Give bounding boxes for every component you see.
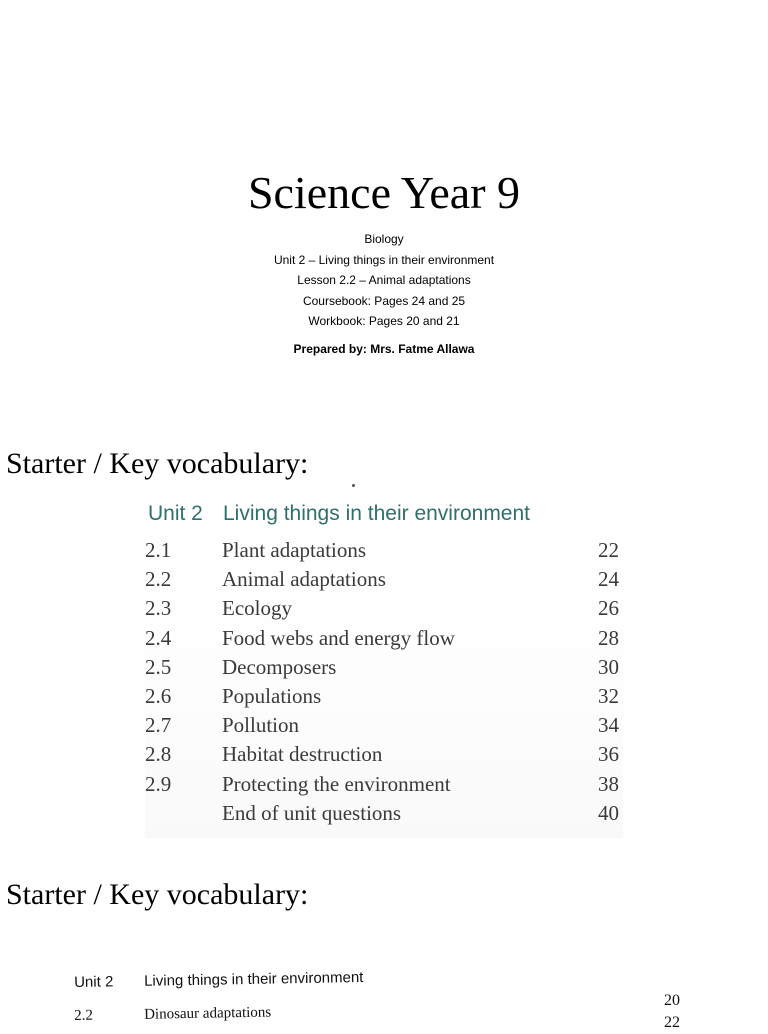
lesson-topic: Populations [222,684,322,708]
page-number: 30 [598,654,619,679]
lesson-number: 2.3 [145,596,172,621]
contents-row [145,682,619,711]
lesson-number: 2.4 [145,625,172,650]
contents-unit-header [148,502,530,526]
lesson-number: 2.8 [145,742,172,767]
page-number: 20 [664,992,680,1009]
lesson-topic: Decomposers [222,654,337,679]
contents-unit-header [74,969,364,991]
contents-row [145,594,619,623]
unit-title: Living things in their environment [223,502,531,525]
lesson-info [0,229,768,332]
prepared-by: Prepared by: Mrs. Fatme Allawa [293,342,475,356]
contents-row [145,770,619,799]
section-heading-starter-1: Starter / Key vocabulary: [6,447,309,480]
lesson-number: 2.6 [145,684,172,708]
unit-label: Unit 2 [74,973,114,991]
page-number: 36 [598,742,619,767]
contents-row [145,740,619,769]
page-number: 26 [598,596,619,621]
page-number: 22 [664,1014,680,1031]
page-number: 22 [598,538,619,562]
page-number: 24 [598,567,619,592]
lesson-topic: Pollution [222,713,300,738]
lesson-number: 2.7 [145,713,172,738]
page-number: 38 [598,771,619,796]
page-title: Science Year 9 [247,167,521,218]
lesson-topic: Habitat destruction [222,742,383,767]
contents-row [74,1005,271,1025]
lesson-number: 2.2 [145,567,172,592]
lesson-topic: Dinosaur adaptations [143,1004,272,1023]
contents-image-1 [145,488,623,838]
contents-row [145,624,619,653]
lesson-topic: Ecology [222,596,292,621]
page-numbers [664,990,680,1034]
coursebook-line: Coursebook: Pages 24 and 25 [302,293,466,308]
contents-row [145,799,619,828]
contents-row [145,653,619,682]
unit-title: Living things in their environment [143,968,364,990]
contents-image-2 [74,968,714,1032]
page-number: 32 [598,684,619,708]
lesson-topic: End of unit questions [222,800,402,825]
contents-row [145,711,619,740]
lesson-number: 2.9 [145,771,172,796]
lesson-number: 2.5 [145,654,172,679]
page-number: 40 [598,800,619,825]
lesson-number: 2.2 [74,1007,94,1024]
lesson-line: Lesson 2.2 – Animal adaptations [297,273,471,287]
page-number: 28 [598,625,619,650]
subject-line: Biology [364,232,404,246]
lesson-topic: Plant adaptations [222,538,367,562]
lesson-topic: Protecting the environment [222,771,451,796]
unit-line: Unit 2 – Living things in their environment [273,252,495,267]
contents-row [145,565,619,594]
contents-row [145,536,619,565]
lesson-topic: Animal adaptations [222,567,386,592]
lesson-topic: Food webs and energy flow [222,625,455,650]
workbook-line: Workbook: Pages 20 and 21 [308,314,460,328]
page-number: 34 [598,713,619,738]
scan-speck [352,484,355,487]
section-heading-starter-2: Starter / Key vocabulary: [6,878,309,911]
unit-label: Unit 2 [148,502,203,525]
lesson-number: 2.1 [145,538,172,562]
